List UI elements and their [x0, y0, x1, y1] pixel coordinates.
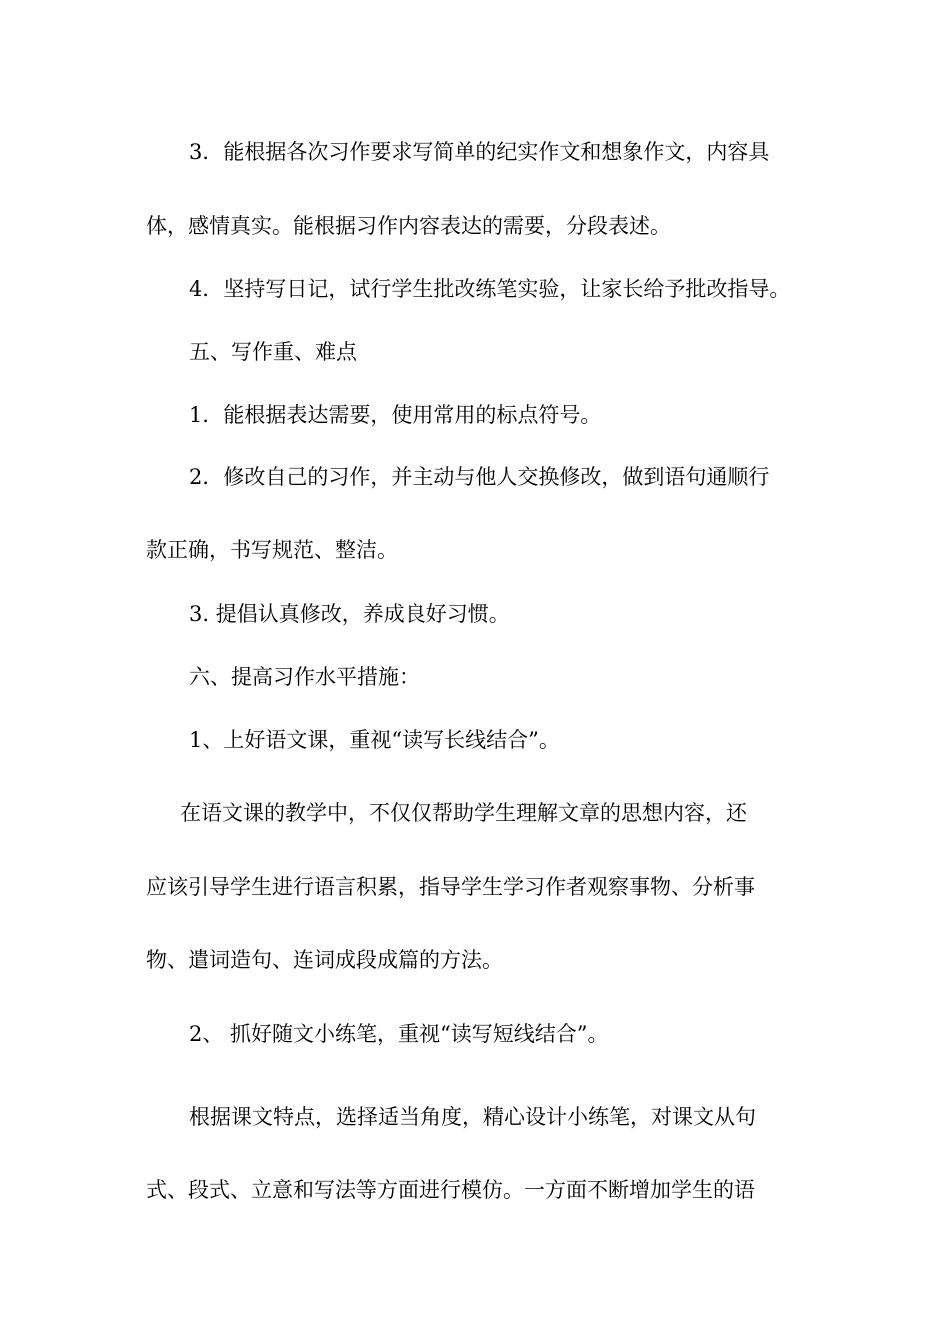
paragraph-line: 物、遣词造句、连词成段成篇的方法。	[146, 948, 503, 972]
paragraph-line: 2．修改自己的习作，并主动与他人交换修改，做到语句通顺行	[189, 465, 770, 489]
paragraph-line: 款正确，书写规范、整洁。	[146, 538, 398, 562]
paragraph-line: 根据课文特点，选择适当角度，精心设计小练笔，对课文从句	[189, 1105, 756, 1129]
paragraph-line: 式、段式、立意和写法等方面进行模仿。一方面不断增加学生的语	[146, 1178, 755, 1202]
section-heading: 五、写作重、难点	[189, 340, 357, 364]
section-heading: 六、提高习作水平措施：	[189, 665, 420, 689]
paragraph-line: 3. 提倡认真修改，养成良好习惯。	[189, 602, 510, 626]
paragraph-line: 2、 抓好随文小练笔，重视“读写短线结合”。	[189, 1022, 609, 1046]
paragraph-line: 在语文课的教学中，不仅仅帮助学生理解文章的思想内容，还	[180, 801, 747, 825]
paragraph-line: 1．能根据表达需要，使用常用的标点符号。	[189, 403, 602, 427]
paragraph-line: 3．能根据各次习作要求写简单的纪实作文和想象作文，内容具	[189, 140, 770, 164]
paragraph-line: 应该引导学生进行语言积累，指导学生学习作者观察事物、分析事	[146, 875, 755, 899]
paragraph-line: 体，感情真实。能根据习作内容表达的需要，分段表述。	[146, 214, 671, 238]
paragraph-line: 4．坚持写日记，试行学生批改练笔实验，让家长给予批改指导。	[189, 277, 791, 301]
paragraph-line: 1、上好语文课，重视“读写长线结合”。	[189, 728, 560, 752]
